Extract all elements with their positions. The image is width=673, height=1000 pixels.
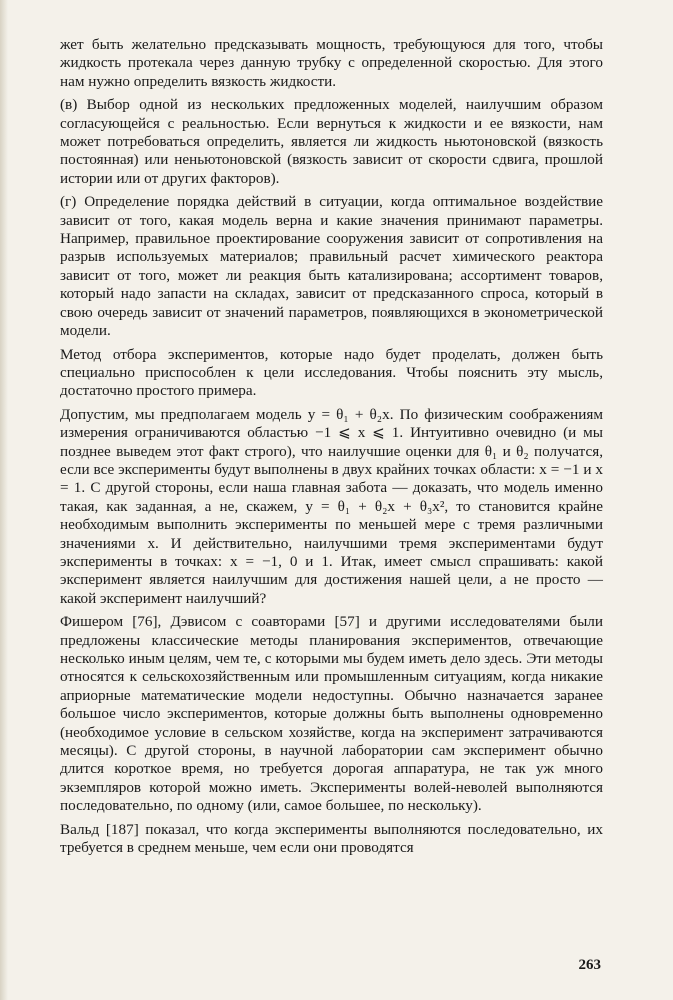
scan-edge-shadow: [0, 0, 8, 1000]
page-number: 263: [578, 957, 601, 973]
paragraph-continuation: жет быть желательно предсказывать мощность, требующуюся для того, чтобы жидкость протекала через данную трубку с определенной скоростью. Для этого нам нужно определить вязкость жидкости.: [60, 36, 603, 90]
paragraph-item-v: (в) Выбор одной из нескольких предложенных моделей, наилучшим образом согласующейся с реальностью. Если вернуться к жидкости и ее вязкости, нам может потребоваться определить, является ли жидкость ньютоновской (вязкость постоянная) или неньютоновской (вязкость зависит от скорости сдвига, прошлой истории или от других факторов).: [60, 96, 603, 187]
paragraph-item-g: (г) Определение порядка действий в ситуации, когда оптимальное воздействие зависит от того, какая модель верна и какие значения принимают параметры. Например, правильное проектирование сооружения зависит от сопротивления на разрыв используемых материалов; правильный расчет химического реактора зависит от того, может ли реакция быть катализирована; ассортимент товаров, который надо запасти на складах, зависит от предсказанного спроса, который в свою очередь зависит от значений параметров, появляющихся в эконометрической модели.: [60, 193, 603, 340]
paragraph-method-selection: Метод отбора экспериментов, которые надо будет проделать, должен быть специально приспособлен к цели исследования. Чтобы пояснить эту мысль, достаточно простого примера.: [60, 345, 603, 400]
paragraph-classical-methods: Фишером [76], Дэвисом с соавторами [57] и другими исследователями были предложены классические методы планирования экспериментов, отвечающие несколько иным целям, чем те, с которыми мы будем иметь дело здесь. Эти методы относятся к сельскохозяйственным или промышленным ситуациям, когда никакие априорные математические модели недоступны. Обычно назначается заранее большое число экспериментов, которые должны быть выполнены одновременно (необходимое условие в сельском хозяйстве, когда на эксперимент затрачиваются месяцы). С другой стороны, в научной лаборатории сам эксперимент обычно длится короткое время, но требуется дорогая аппаратура, не так уж много экземпляров которой можно иметь. Эксперименты волей-неволей выполняются последовательно, по одному (или, самое большее, по нескольку).: [60, 613, 603, 815]
paragraph-model-example: Допустим, мы предполагаем модель y = θ₁ + θ₂x. По физическим соображениям измерения ограничиваются областью −1 ⩽ x ⩽ 1. Интуитивно очевидно (и мы позднее выведем этот факт строго), что наилучшие оценки для θ₁ и θ₂ получатся, если все эксперименты будут выполнены в двух крайних точках области: x = −1 и x = 1. С другой стороны, если наша главная забота — доказать, что модель именно такая, как заданная, а не, скажем, y = θ₁ + θ₂x + θ₃x², то становится крайне необходимым выполнить эксперименты по меньшей мере с тремя различными значениями x. И действительно, наилучшими тремя экспериментами будут эксперименты в точках: x = −1, 0 и 1. Итак, имеет смысл спрашивать: какой эксперимент является наилучшим для достижения нашей цели, а не просто — какой эксперимент наилучший?: [60, 405, 603, 607]
paragraph-wald: Вальд [187] показал, что когда эксперименты выполняются последовательно, их требуется в среднем меньше, чем если они проводятся: [60, 820, 603, 857]
